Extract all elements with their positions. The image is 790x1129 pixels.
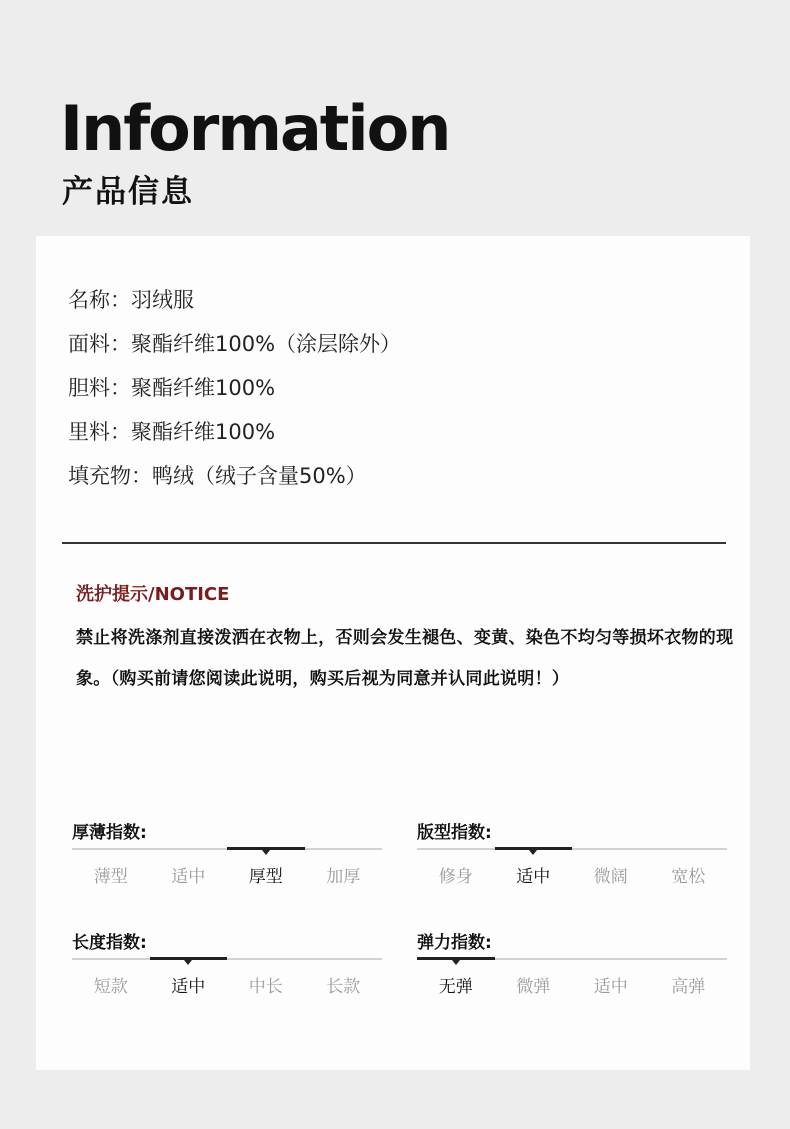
scale-option: 短款: [93, 977, 128, 997]
scale-option: 适中: [171, 867, 206, 887]
spec-name: 名称：羽绒服: [68, 288, 194, 312]
spec-inner-fabric: 胆料：聚酯纤维100%: [68, 376, 276, 400]
scale-marker: [417, 957, 495, 960]
spec-shell-fabric: 面料：聚酯纤维100%（涂层除外）: [68, 332, 402, 356]
scale-marker: [227, 847, 305, 850]
scale-option: 微弹: [516, 977, 551, 997]
scale-options: [72, 972, 382, 997]
scale-option: 加厚: [326, 867, 361, 887]
scale-label: 版型指数:: [417, 823, 492, 843]
scale-option: 微阔: [593, 867, 628, 887]
elasticity-scale: [417, 928, 727, 997]
scale-option: 适中: [516, 867, 551, 887]
scale-option: 中长: [248, 977, 283, 997]
scale-label: 弹力指数:: [417, 933, 492, 953]
spec-list: [68, 284, 401, 504]
scale-track: [417, 848, 727, 850]
scale-track: [72, 848, 382, 850]
scale-label: 长度指数:: [72, 933, 147, 953]
spec-lining: 里料：聚酯纤维100%: [68, 420, 276, 444]
scale-options: [72, 862, 382, 887]
scale-label: 厚薄指数:: [72, 823, 147, 843]
page-title: Information: [60, 92, 450, 165]
scale-option: 长款: [326, 977, 361, 997]
scale-marker: [495, 847, 573, 850]
scale-option: 高弹: [671, 977, 706, 997]
page-subtitle: 产品信息: [62, 174, 194, 210]
spec-filling: 填充物：鸭绒（绒子含量50%）: [68, 464, 367, 488]
info-card: [36, 236, 750, 1070]
thickness-scale: [72, 818, 382, 887]
scale-option: 薄型: [93, 867, 128, 887]
scale-track: [417, 958, 727, 960]
scale-option: 修身: [438, 867, 473, 887]
section-divider: [62, 542, 726, 544]
scale-option: 适中: [171, 977, 206, 997]
length-scale: [72, 928, 382, 997]
scale-option: 宽松: [671, 867, 706, 887]
scale-marker: [150, 957, 228, 960]
notice-title: 洗护提示/NOTICE: [76, 584, 230, 605]
notice-body: 禁止将洗涤剂直接泼洒在衣物上，否则会发生褪色、变黄、染色不均匀等损坏衣物的现象。（购买前请您阅读此说明，购买后视为同意并认同此说明！）: [76, 628, 734, 689]
scale-option: 适中: [593, 977, 628, 997]
scale-option: 厚型: [248, 867, 283, 887]
fit-scale: [417, 818, 727, 887]
scale-track: [72, 958, 382, 960]
scale-options: [417, 862, 727, 887]
scale-option: 无弹: [438, 977, 473, 997]
scale-options: [417, 972, 727, 997]
